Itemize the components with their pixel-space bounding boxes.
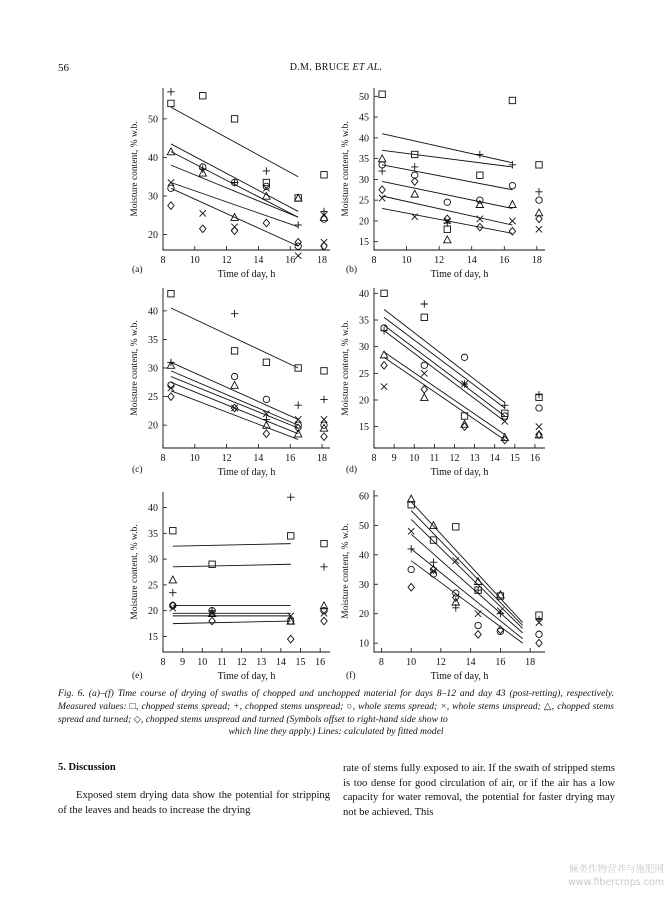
running-head-authors: D.M. BRUCE [289, 62, 353, 73]
x-tick-label: 16 [285, 453, 296, 464]
fitted-line [171, 165, 298, 217]
square-marker [288, 533, 294, 539]
circle-marker [231, 373, 237, 379]
square-marker [231, 348, 237, 354]
x-tick-label: 10 [406, 657, 417, 668]
panel-label: (f) [346, 671, 356, 681]
triangle-marker [407, 495, 414, 502]
y-tick-label: 25 [148, 580, 158, 592]
y-tick-label: 60 [359, 491, 369, 503]
circle-marker [475, 622, 481, 628]
fitted-line [171, 377, 298, 428]
square-marker [453, 524, 459, 530]
square-marker [444, 226, 450, 232]
cross-marker [295, 253, 301, 259]
fitted-line [384, 331, 505, 422]
triangle-marker [231, 381, 238, 388]
triangle-marker [411, 190, 418, 197]
fitted-line [173, 544, 291, 547]
circle-marker [461, 354, 467, 360]
axes [374, 88, 545, 250]
diamond-marker [288, 635, 294, 643]
x-tick-label: 13 [256, 657, 267, 668]
plus-marker [263, 167, 270, 174]
fitted-line [411, 511, 523, 626]
chart-panel [130, 88, 330, 280]
cross-marker [381, 383, 387, 389]
x-axis-label: Time of day, h [430, 671, 489, 682]
square-marker [421, 314, 427, 320]
axes [374, 490, 545, 652]
diamond-marker [497, 626, 503, 634]
x-tick-label: 18 [317, 255, 328, 266]
plus-marker [169, 589, 176, 596]
y-tick-label: 30 [359, 174, 369, 186]
y-axis-label: Moisture content, % w.b. [341, 121, 351, 217]
plus-marker [167, 88, 174, 95]
caption-line-4: which line they apply.) Lines: calculated by fitted model [228, 726, 444, 738]
chart-panel [130, 492, 330, 682]
x-tick-label: 12 [221, 255, 232, 266]
fitted-line [171, 144, 298, 212]
fitted-line [171, 107, 298, 176]
y-tick-label: 20 [359, 216, 369, 228]
fitted-line [382, 181, 512, 208]
circle-marker [536, 631, 542, 637]
y-tick-label: 30 [148, 554, 158, 566]
diamond-marker [536, 639, 542, 647]
fitted-line [384, 309, 505, 402]
circle-marker [263, 396, 269, 402]
diamond-marker [231, 227, 237, 235]
y-tick-label: 50 [359, 520, 369, 532]
x-tick-label: 16 [315, 657, 326, 668]
square-marker [263, 359, 269, 365]
x-tick-label: 14 [253, 453, 264, 464]
y-tick-label: 40 [148, 306, 158, 318]
y-tick-label: 25 [359, 368, 369, 380]
fitted-line [411, 534, 523, 633]
y-tick-label: 35 [359, 315, 369, 327]
fitted-line [384, 352, 505, 435]
square-marker [536, 162, 542, 168]
triangle-marker [169, 576, 176, 583]
y-tick-label: 10 [359, 638, 369, 650]
cross-marker [231, 405, 237, 411]
y-axis-label: Moisture content, % w.b. [341, 320, 351, 416]
chart-panel [341, 490, 545, 682]
y-tick-label: 35 [148, 528, 158, 540]
circle-marker [509, 182, 515, 188]
cross-marker [321, 239, 327, 245]
x-tick-label: 18 [531, 255, 542, 266]
square-marker [168, 100, 174, 106]
chart-panel [341, 288, 545, 478]
x-tick-label: 12 [435, 657, 446, 668]
circle-marker [421, 362, 427, 368]
plus-marker [287, 493, 294, 500]
cross-marker [536, 226, 542, 232]
x-tick-label: 14 [489, 453, 500, 464]
square-marker [379, 91, 385, 97]
x-tick-label: 10 [189, 255, 200, 266]
y-tick-label: 15 [359, 422, 369, 434]
x-axis-label: Time of day, h [217, 671, 276, 682]
chart-panel [130, 288, 330, 478]
x-tick-label: 15 [509, 453, 520, 464]
y-axis-label: Moisture content, % w.b. [130, 121, 140, 217]
square-marker [509, 97, 515, 103]
caption-line-1: Fig. 6. (a)–(f) Time course of drying of swaths of chopped and unchopped material for days 8–12 and day 43 (post-retting), [58, 688, 563, 699]
diamond-marker [379, 186, 385, 194]
y-tick-label: 20 [148, 420, 158, 432]
x-tick-label: 10 [409, 453, 420, 464]
plus-marker [231, 310, 238, 317]
square-marker [168, 291, 174, 297]
y-axis-label: Moisture content, % w.b. [130, 320, 140, 416]
x-tick-label: 16 [285, 255, 296, 266]
y-tick-label: 40 [359, 288, 369, 300]
cross-marker [408, 528, 414, 534]
x-tick-label: 16 [495, 657, 506, 668]
square-marker [381, 290, 387, 296]
x-tick-label: 14 [465, 657, 476, 668]
y-tick-label: 30 [148, 191, 158, 203]
cross-marker [200, 210, 206, 216]
diamond-marker [475, 631, 481, 639]
y-tick-label: 40 [148, 152, 158, 164]
watermark-line-2: www.fibercrops.com [567, 877, 664, 888]
triangle-marker [421, 394, 428, 401]
axes [163, 288, 330, 448]
cross-marker [477, 216, 483, 222]
circle-marker [444, 199, 450, 205]
circle-marker [408, 566, 414, 572]
x-tick-label: 9 [391, 453, 397, 464]
panel-label: (b) [346, 265, 358, 275]
plus-marker [535, 188, 542, 195]
x-axis-label: Time of day, h [430, 269, 489, 280]
diamond-marker [321, 433, 327, 441]
triangle-marker [294, 194, 301, 201]
plus-marker [294, 401, 301, 408]
plus-marker [421, 300, 428, 307]
x-tick-label: 8 [378, 657, 384, 668]
watermark [524, 863, 664, 889]
figure-caption [58, 688, 614, 739]
x-tick-label: 8 [371, 453, 377, 464]
plus-marker [535, 616, 542, 623]
square-marker [477, 172, 483, 178]
fitted-line [384, 317, 505, 408]
section-heading: 5. Discussion [58, 762, 116, 773]
square-marker [200, 93, 206, 99]
y-tick-label: 35 [359, 154, 369, 166]
y-axis-label: Moisture content, % w.b. [130, 524, 140, 620]
triangle-marker [497, 591, 504, 598]
plus-marker [320, 396, 327, 403]
diamond-marker [209, 617, 215, 625]
x-tick-label: 12 [236, 657, 247, 668]
x-tick-label: 18 [317, 453, 328, 464]
plus-marker [231, 179, 238, 186]
fitted-line [411, 519, 523, 628]
triangle-marker [378, 155, 385, 162]
square-marker [170, 528, 176, 534]
x-tick-label: 10 [401, 255, 412, 266]
caption-line-3: unspread; △, chopped stems spread and turned; ◇, chopped stems unspread and turned (Symbols offset to right-hand side show to [58, 700, 614, 725]
running-head-etal: ET AL. [352, 62, 383, 73]
cross-marker [536, 423, 542, 429]
fitted-line [382, 165, 512, 190]
x-tick-label: 11 [429, 453, 440, 464]
y-tick-label: 30 [148, 363, 158, 375]
y-tick-label: 15 [359, 237, 369, 249]
diamond-marker [381, 362, 387, 370]
diamond-marker [263, 219, 269, 227]
triangle-marker [320, 424, 327, 431]
fitted-line [173, 621, 291, 624]
y-tick-label: 25 [148, 392, 158, 404]
axes [163, 492, 330, 652]
y-tick-label: 15 [148, 632, 158, 644]
y-tick-label: 35 [148, 334, 158, 346]
cross-marker [509, 218, 515, 224]
fitted-line [173, 564, 291, 567]
x-tick-label: 9 [180, 657, 186, 668]
triangle-marker [509, 201, 516, 208]
x-tick-label: 8 [371, 255, 377, 266]
body-text-right: rate of stems fully exposed to air. If the swath of stripped stems is too dense for good circulation of air, or if the air has a low capacity for water removal, the potential for faster drying may not be achieved. This [343, 763, 615, 818]
triangle-marker [444, 236, 451, 243]
square-marker [430, 537, 436, 543]
fitted-line [171, 188, 298, 246]
cross-marker [475, 611, 481, 617]
panel-label: (a) [132, 265, 143, 275]
x-tick-label: 11 [217, 657, 227, 668]
x-tick-label: 12 [449, 453, 460, 464]
square-marker [209, 561, 215, 567]
x-tick-label: 18 [525, 657, 536, 668]
panel-label: (c) [132, 465, 143, 475]
x-axis-label: Time of day, h [217, 269, 276, 280]
y-tick-label: 20 [359, 395, 369, 407]
diamond-marker [263, 430, 269, 438]
x-tick-label: 15 [295, 657, 306, 668]
panel-label: (e) [132, 671, 143, 681]
diamond-marker [509, 228, 515, 236]
plus-marker [294, 221, 301, 228]
triangle-marker [474, 578, 481, 585]
x-tick-label: 8 [160, 453, 166, 464]
x-tick-label: 10 [197, 657, 208, 668]
x-tick-label: 13 [469, 453, 480, 464]
circle-marker [536, 405, 542, 411]
y-tick-label: 20 [148, 230, 158, 242]
x-tick-label: 12 [221, 453, 232, 464]
y-tick-label: 20 [148, 606, 158, 618]
x-tick-label: 8 [160, 657, 166, 668]
square-marker [321, 172, 327, 178]
axes [163, 88, 330, 250]
plus-marker [380, 327, 387, 334]
diamond-marker [321, 617, 327, 625]
x-tick-label: 14 [466, 255, 477, 266]
y-tick-label: 50 [148, 114, 158, 126]
fitted-line [411, 561, 523, 643]
y-tick-label: 30 [359, 342, 369, 354]
x-axis-label: Time of day, h [430, 467, 489, 478]
y-tick-label: 20 [359, 609, 369, 621]
x-tick-label: 8 [160, 255, 166, 266]
circle-marker [536, 197, 542, 203]
square-marker [321, 368, 327, 374]
x-tick-label: 14 [275, 657, 286, 668]
x-axis-label: Time of day, h [217, 467, 276, 478]
body-text-left: Exposed stem drying data show the potential for stripping of the leaves and heads to increase the drying [58, 790, 330, 816]
cross-marker [379, 195, 385, 201]
y-tick-label: 30 [359, 579, 369, 591]
diamond-marker [168, 393, 174, 401]
plus-marker [411, 163, 418, 170]
square-marker [321, 540, 327, 546]
triangle-marker [167, 148, 174, 155]
caption-line-2: respectively. Measured values: □, chopped stems spread; +, chopped stems unspread; ○, whole stems spread; ×, whole stems [58, 688, 614, 712]
x-tick-label: 16 [499, 255, 510, 266]
diamond-marker [408, 583, 414, 591]
plus-marker [501, 402, 508, 409]
plus-marker [535, 391, 542, 398]
page-number: 56 [58, 62, 69, 74]
y-tick-label: 40 [359, 133, 369, 145]
y-tick-label: 50 [359, 91, 369, 103]
panel-label: (d) [346, 465, 358, 475]
x-tick-label: 12 [434, 255, 445, 266]
chart-panel [341, 88, 545, 280]
x-tick-label: 16 [529, 453, 540, 464]
y-tick-label: 40 [148, 502, 158, 514]
x-tick-label: 14 [253, 255, 264, 266]
fitted-line [171, 362, 298, 419]
square-marker [231, 116, 237, 122]
diamond-marker [168, 202, 174, 210]
plus-marker [320, 563, 327, 570]
y-axis-label: Moisture content, % w.b. [341, 523, 351, 619]
fitted-line [384, 325, 505, 416]
x-tick-label: 10 [189, 453, 200, 464]
y-tick-label: 40 [359, 550, 369, 562]
fitted-line [384, 357, 505, 440]
plus-marker [476, 151, 483, 158]
watermark-line-1: 麻类作物营养与施肥网 [568, 864, 664, 875]
diamond-marker [200, 225, 206, 233]
y-tick-label: 45 [359, 112, 369, 124]
y-tick-label: 25 [359, 195, 369, 207]
cross-marker [421, 370, 427, 376]
